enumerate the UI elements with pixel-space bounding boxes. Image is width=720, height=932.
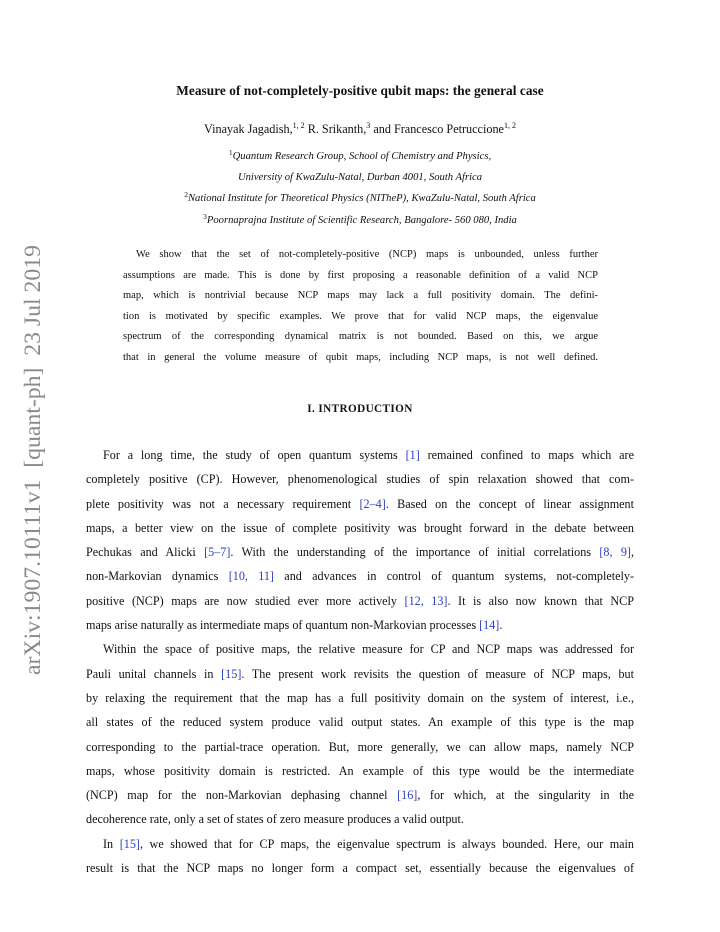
- body-line: [86, 492, 634, 516]
- body-line: decoherence rate, only a set of states of zero measure produces a valid output.: [86, 812, 464, 827]
- text-run: . It is also now known that NCP: [447, 593, 635, 608]
- body-line: [86, 613, 634, 637]
- text-run: .: [499, 618, 503, 633]
- section-heading: I. INTRODUCTION: [307, 403, 413, 415]
- text-run: For a long time, the study of open quantum systems: [103, 448, 406, 462]
- affiliation-text: Quantum Research Group, School of Chemistry and Physics,: [232, 151, 492, 162]
- body-line: Within the space of positive maps, the relative measure for CP and NCP maps was addressed for: [103, 642, 634, 657]
- citation-link[interactable]: [8, 9]: [599, 545, 631, 560]
- abstract-line: that in general the volume measure of qubit maps, including NCP maps, is not well defined.: [123, 351, 598, 363]
- text-run: . The present work revisits the question of measure of NCP maps, but: [241, 666, 634, 681]
- text-run: remained confined to maps which are: [419, 448, 634, 462]
- affiliation-mark: 2: [184, 190, 188, 199]
- introduction-body: [86, 443, 634, 880]
- body-line: [86, 783, 634, 807]
- abstract-line: assumptions are made. This is done by first proposing a reasonable definition of a valid NCP: [123, 269, 598, 281]
- author-name: R. Srikanth,: [304, 122, 367, 136]
- text-run: In: [103, 836, 120, 851]
- text-run: . With the understanding of the importance of initial correlations: [230, 545, 600, 560]
- abstract-line: We show that the set of not-completely-positive (NCP) maps is unbounded, unless further: [136, 249, 598, 260]
- body-line: [86, 832, 634, 856]
- text-run: positive (NCP) maps are now studied ever more actively: [86, 593, 405, 608]
- text-run: plete positivity was not a necessary requirement: [86, 496, 360, 511]
- text-run: Pechukas and Alicki: [86, 545, 205, 560]
- citation-link[interactable]: [12, 13]: [404, 593, 448, 608]
- arxiv-stamp-svg: [20, 245, 46, 675]
- citation-link[interactable]: [5–7]: [204, 545, 231, 560]
- citation-link[interactable]: [1]: [405, 448, 420, 462]
- body-line: [86, 540, 634, 564]
- affiliation-1-line-2: University of KwaZulu-Natal, Durban 4001, South Africa: [237, 172, 483, 183]
- affiliation-mark: 1: [228, 148, 233, 157]
- abstract-line: spectrum of the corresponding dynamical matrix is not bounded. Based on this, we argue: [123, 331, 598, 343]
- body-line: corresponding to the partial-trace operation. But, more generally, we can allow maps, namely NCP: [86, 739, 634, 754]
- author-affiliation-mark: 1, 2: [503, 121, 516, 130]
- affiliation-1-line-1: [86, 148, 634, 162]
- text-run: and advances in control of quantum systems, not-completely-: [273, 569, 635, 584]
- body-line: completely positive (CP). However, phenomenological studies of spin relaxation showed that com-: [86, 472, 634, 487]
- affiliation-2: [86, 190, 634, 204]
- affiliation-3: [86, 212, 634, 226]
- body-line: [86, 589, 634, 613]
- text-run: ,: [630, 545, 634, 560]
- body-line: result is that the NCP maps no longer form a compact set, essentially because the eigenvalues of: [86, 861, 634, 876]
- text-run: Pauli unital channels in: [86, 666, 222, 681]
- citation-link[interactable]: [2–4]: [359, 496, 386, 511]
- author-list: [86, 122, 634, 137]
- citation-link[interactable]: [15]: [221, 666, 242, 681]
- author-affiliation-mark: 3: [366, 121, 371, 130]
- arxiv-identifier-stamp: [20, 245, 46, 675]
- text-run: non-Markovian dynamics: [86, 569, 229, 584]
- affiliation-text: Poornaprajna Institute of Scientific Research, Bangalore- 560 080, India: [206, 215, 517, 226]
- paper-title: Measure of not-completely-positive qubit maps: the general case: [176, 83, 544, 98]
- body-line: [86, 443, 634, 467]
- abstract: [123, 245, 598, 369]
- affiliation-mark: 3: [203, 212, 207, 221]
- text-run: . Based on the concept of linear assignment: [385, 496, 634, 511]
- body-line: all states of the reduced system produce valid output states. An example of this type is the map: [86, 715, 634, 730]
- abstract-line: map, which is nontrivial because NCP maps may lack a full positivity domain. The defini-: [123, 290, 598, 302]
- arxiv-stamp-text: arXiv:1907.10111v1 [quant-ph] 23 Jul 2019: [20, 258, 45, 675]
- citation-link[interactable]: [15]: [119, 836, 140, 851]
- citation-link[interactable]: [14]: [479, 618, 500, 633]
- text-run: (NCP) map for the non-Markovian dephasing channel: [86, 788, 398, 803]
- body-line: maps, a better view on the issue of complete positivity was brought forward in the debate between: [86, 520, 634, 535]
- text-run: , for which, at the singularity in the: [417, 788, 634, 803]
- body-line: [86, 564, 634, 588]
- text-run: , we showed that for CP maps, the eigenvalue spectrum is always bounded. Here, our main: [139, 836, 634, 851]
- author-affiliation-mark: 1, 2: [292, 121, 305, 130]
- abstract-line: tion is motivated by specific examples. We prove that for valid NCP maps, the eigenvalue: [123, 310, 598, 322]
- body-line: [86, 662, 634, 686]
- author-name: Vinayak Jagadish,: [204, 122, 293, 136]
- citation-link[interactable]: [10, 11]: [228, 569, 274, 584]
- author-name: and Francesco Petruccione: [370, 122, 504, 136]
- citation-link[interactable]: [16]: [397, 788, 418, 803]
- text-run: maps arise naturally as intermediate maps of quantum non-Markovian processes: [86, 618, 480, 633]
- body-line: maps, whose positivity domain is restricted. An example of this type would be the intermediate: [86, 763, 634, 778]
- affiliation-text: National Institute for Theoretical Physics (NITheP), KwaZulu-Natal, South Africa: [187, 193, 536, 204]
- body-line: by relaxing the requirement that the map has a full positivity domain on the system of interest, i.e.,: [86, 690, 634, 705]
